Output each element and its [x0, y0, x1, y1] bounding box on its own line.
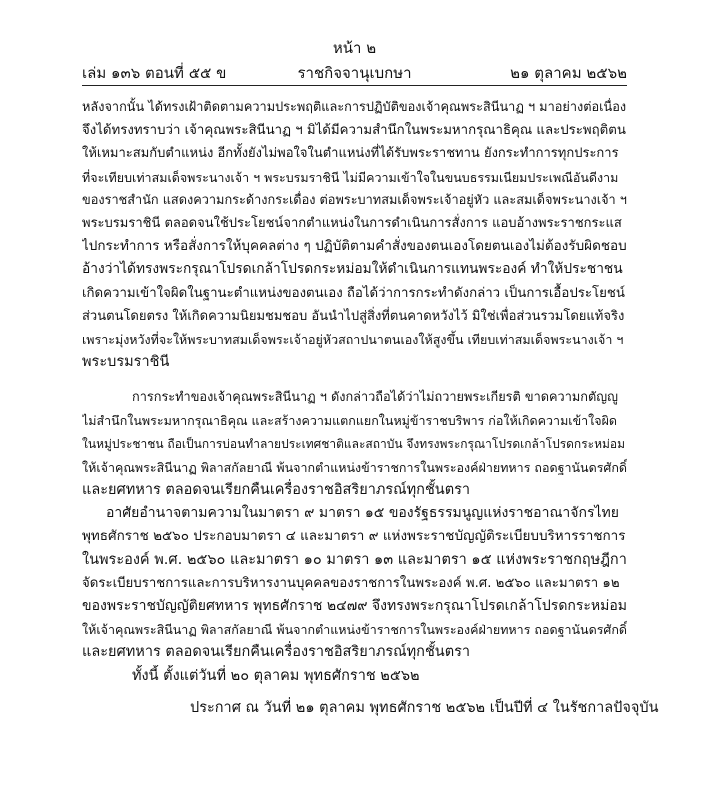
text-line: อ้างว่าได้ทรงพระกรุณาโปรดเกล้าโปรดกระหม่อมให้ดำเนินการแทนพระองค์ ทำให้ประชาชน: [82, 261, 623, 278]
text-line: พุทธศักราช ๒๕๖๐ ประกอบมาตรา ๔ และมาตรา ๙ แห่งพระราชบัญญัติระเบียบบริหารราชการ: [82, 528, 626, 545]
text-line: ของราชสำนัก แสดงความกระด้างกระเดื่อง ต่อพระบาทสมเด็จพระเจ้าอยู่หัว และสมเด็จพระนางเจ้า ฯ: [82, 192, 627, 208]
document-body: [82, 96, 627, 688]
text-line: จัดระเบียบราชการและการบริหารงานบุคคลของราชการในพระองค์ พ.ศ. ๒๕๖๐ และมาตรา ๑๒: [82, 575, 620, 591]
text-line: ไม่สำนึกในพระมหากรุณาธิคุณ และสร้างความแตกแยกในหมู่ข้าราชบริพาร ก่อให้เกิดความเข้าใจผิด: [82, 413, 618, 429]
text-line: ของพระราชบัญญัติยศทหาร พุทธศักราช ๒๔๗๙ จึงทรงพระกรุณาโปรดเกล้าโปรดกระหม่อม: [82, 597, 627, 614]
volume-issue: เล่ม ๑๓๖ ตอนที่ ๕๕ ข: [82, 64, 227, 82]
paragraph-gap: [82, 374, 627, 386]
paragraph-3: [82, 502, 627, 664]
page-number: หน้า ๒: [332, 39, 377, 57]
text-line: ที่จะเทียบเท่าสมเด็จพระนางเจ้า ฯ พระบรมราชินี ไม่มีความเข้าใจในขนบธรรมเนียมประเพณีอันดีงาม: [82, 169, 619, 185]
text-line: ในหมู่ประชาชน ถือเป็นการบ่อนทำลายประเทศชาติและสถาบัน จึงทรงพระกรุณาโปรดเกล้าโปรดกระหม่อม: [82, 436, 626, 451]
text-line: ให้เจ้าคุณพระสินีนาฏ พิลาสกัลยาณี พ้นจากตำแหน่งข้าราชการในพระองค์ฝ่ายทหาร ถอดฐานันดรศักดิ์: [82, 622, 627, 638]
text-line: ในพระองค์ พ.ศ. ๒๕๖๐ และมาตรา ๑๐ มาตรา ๑๓ และมาตรา ๑๕ แห่งพระราชกฤษฎีกา: [82, 551, 627, 568]
paragraph-2: [82, 386, 627, 502]
text-line: เกิดความเข้าใจผิดในฐานะตำแหน่งของตนเอง ถือได้ว่าการกระทำดังกล่าว เป็นการเอื้อประโยชน์: [82, 285, 625, 301]
text-line: และยศทหาร ตลอดจนเรียกคืนเครื่องราชอิสริยาภรณ์ทุกชั้นตรา: [82, 644, 471, 661]
header-divider: [82, 85, 627, 86]
text-line: ส่วนตนโดยตรง ให้เกิดความนิยมชมชอบ อันนำไปสู่สิ่งที่ตนคาดหวังไว้ มิใช่เพื่อส่วนรวมโดยแท้จริง: [82, 308, 625, 324]
gazette-title: ราชกิจจานุเบกษา: [297, 64, 412, 82]
gazette-header: [82, 62, 627, 84]
text-line: ไปกระทำการ หรือสั่งการให้บุคคลต่าง ๆ ปฏิบัติตามคำสั่งของตนเองโดยตนเองไม่ต้องรับผิดชอบ: [82, 238, 627, 255]
text-line: ให้เหมาะสมกับตำแหน่ง อีกทั้งยังไม่พอใจในตำแหน่งที่ได้รับพระราชทาน ยังกระทำการทุกประการ: [82, 146, 619, 162]
text-line: พระบรมราชินี ตลอดจนใช้ประโยชน์จากตำแหน่งในการดำเนินการสั่งการ แอบอ้างพระราชกระแส: [82, 215, 622, 231]
effective-date: ทั้งนี้ ตั้งแต่วันที่ ๒๐ ตุลาคม พุทธศักราช ๒๕๖๒: [132, 667, 420, 684]
text-line: และยศทหาร ตลอดจนเรียกคืนเครื่องราชอิสริยาภรณ์ทุกชั้นตรา: [82, 482, 471, 498]
text-line: อาศัยอำนาจตามความในมาตรา ๙ มาตรา ๑๕ ของรัฐธรรมนูญแห่งราชอาณาจักรไทย: [106, 505, 619, 522]
text-line: จึงได้ทรงทราบว่า เจ้าคุณพระสินีนาฏ ฯ มิได้มีความสำนึกในพระมหากรุณาธิคุณ และประพฤติตน: [82, 123, 626, 139]
text-line: เพราะมุ่งหวังที่จะให้พระบาทสมเด็จพระเจ้าอยู่หัวสถาปนาตนเองให้สูงขึ้น เทียบเท่าสมเด็จพระนางเจ้า ฯ: [82, 331, 624, 347]
text-line: พระบรมราชินี: [82, 354, 170, 371]
text-line: การกระทำของเจ้าคุณพระสินีนาฏ ฯ ดังกล่าวถือได้ว่าไม่ถวายพระเกียรติ ขาดความกตัญญู: [132, 390, 618, 406]
header-date: ๒๑ ตุลาคม ๒๕๖๒: [510, 64, 627, 82]
paragraph-1: [82, 96, 627, 374]
text-line: หลังจากนั้น ได้ทรงเฝ้าติดตามความประพฤติและการปฏิบัติของเจ้าคุณพระสินีนาฏ ฯ มาอย่างต่อเนื่อง: [82, 100, 627, 115]
announcement-date: ประกาศ ณ วันที่ ๒๑ ตุลาคม พุทธศักราช ๒๕๖๒ เป็นปีที่ ๔ ในรัชกาลปัจจุบัน: [190, 700, 659, 716]
text-line: ให้เจ้าคุณพระสินีนาฏ พิลาสกัลยาณี พ้นจากตำแหน่งข้าราชการในพระองค์ฝ่ายทหาร ถอดฐานันดรศักดิ์: [82, 459, 627, 475]
